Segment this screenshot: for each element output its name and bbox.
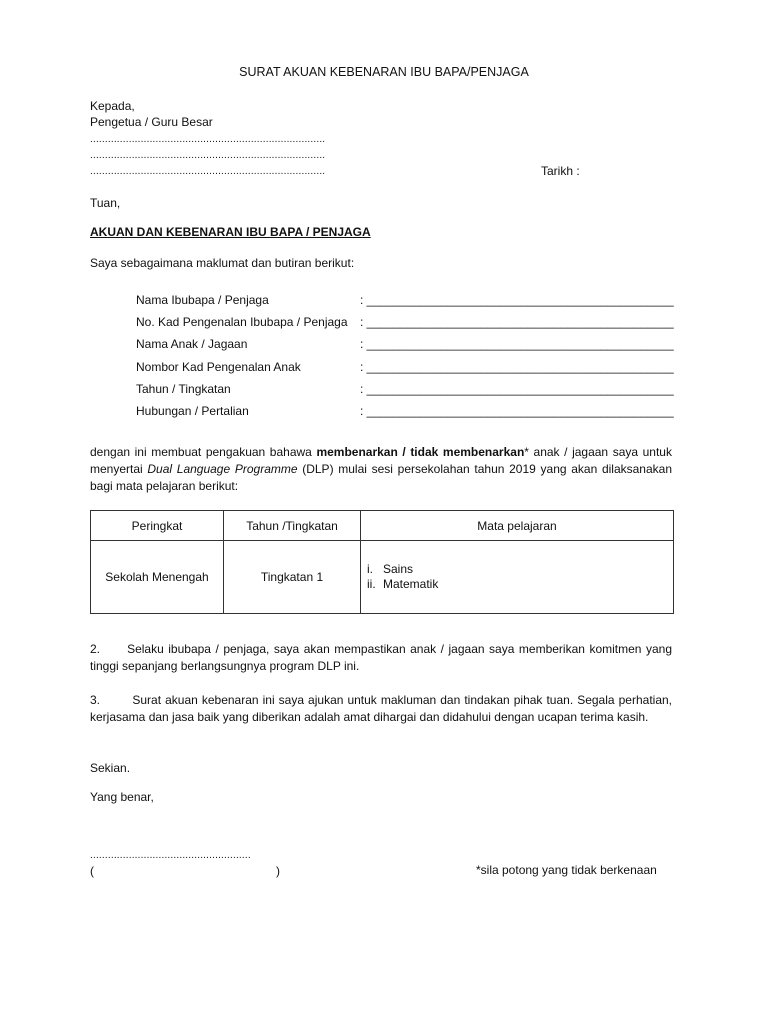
field-label-relationship: Hubungan / Pertalian <box>136 404 249 418</box>
field-label-child-name: Nama Anak / Jagaan <box>136 337 248 351</box>
footnote: *sila potong yang tidak berkenaan <box>476 863 657 877</box>
table-header-row <box>91 511 674 541</box>
section-heading: AKUAN DAN KEBENARAN IBU BAPA / PENJAGA <box>90 225 371 239</box>
signature-name-close-paren: ) <box>276 864 280 878</box>
field-label-parent-ic: No. Kad Pengenalan Ibubapa / Penjaga <box>136 315 348 329</box>
letter-title: SURAT AKUAN KEBENARAN IBU BAPA/PENJAGA <box>239 65 529 79</box>
subject-name: Matematik <box>383 577 439 591</box>
field-value-year-form[interactable]: : ______________________________________________ <box>360 382 674 396</box>
field-label-parent-name: Nama Ibubapa / Penjaga <box>136 293 269 307</box>
address-dotted-line-2: ............................................................................... <box>90 150 326 161</box>
field-value-child-name[interactable]: : ______________________________________________ <box>360 337 674 351</box>
paragraph-2: 2. Selaku ibubapa / penjaga, saya akan mempastikan anak / jagaan saya memberikan komitmen yang tinggi sepanjang berlangsungnya program DLP ini. <box>90 642 672 673</box>
program-name: Dual Language Programme <box>147 462 298 476</box>
signature-line[interactable]: ...................................................... <box>90 850 251 861</box>
paragraph-3: 3. Surat akuan kebenaran ini saya ajukan untuk makluman dan tindakan pihak tuan. Segala perhatian, kerjasama dan jasa baik yang diberikan adalah amat dihargai dan didahului dengan ucapan terima kasih. <box>90 693 672 724</box>
table-header-subjects: Mata pelajaran <box>361 511 674 541</box>
declaration-text-1: dengan ini membuat pengakuan bahawa <box>90 445 317 459</box>
address-dotted-line-1: ............................................................................... <box>90 134 326 145</box>
kepada-label: Kepada, <box>90 99 135 113</box>
table-header-level: Peringkat <box>91 511 224 541</box>
recipient-line: Pengetua / Guru Besar <box>90 115 213 129</box>
salutation: Tuan, <box>90 196 121 210</box>
declaration-consent-choice: membenarkan / tidak membenarkan <box>316 445 525 459</box>
intro-text: Saya sebagaimana maklumat dan butiran berikut: <box>90 256 355 270</box>
subjects-table <box>90 510 674 614</box>
field-label-child-ic: Nombor Kad Pengenalan Anak <box>136 360 301 374</box>
closing-sekian: Sekian. <box>90 761 131 775</box>
closing-yang-benar: Yang benar, <box>90 790 154 804</box>
subject-item <box>367 562 672 577</box>
signature-name-open-paren: ( <box>90 864 94 878</box>
subject-number: i. <box>367 562 373 576</box>
field-value-child-ic[interactable]: : ______________________________________________ <box>360 360 674 374</box>
declaration-paragraph <box>90 444 672 495</box>
date-label: Tarikh : <box>541 164 580 178</box>
table-cell-subjects <box>361 541 674 614</box>
table-cell-level: Sekolah Menengah <box>91 541 224 614</box>
table-cell-year: Tingkatan 1 <box>224 541 361 614</box>
declaration-text-3: (DLP) mulai sesi persekolahan tahun 2019 yang akan dilaksanakan bagi mata pelajaran berikut: <box>90 462 672 493</box>
field-value-parent-name[interactable]: : ______________________________________________ <box>360 293 674 307</box>
table-row <box>91 541 674 614</box>
field-value-relationship[interactable]: : ______________________________________________ <box>360 404 674 418</box>
field-value-parent-ic[interactable]: : ______________________________________________ <box>360 315 674 329</box>
subject-number: ii. <box>367 577 376 591</box>
table-header-year: Tahun /Tingkatan <box>224 511 361 541</box>
subject-item <box>367 577 672 592</box>
field-label-year-form: Tahun / Tingkatan <box>136 382 231 396</box>
subject-name: Sains <box>383 562 414 576</box>
address-dotted-line-3: ............................................................................... <box>90 166 326 177</box>
declaration-text-2: * anak / jagaan saya untuk menyertai <box>90 445 672 476</box>
